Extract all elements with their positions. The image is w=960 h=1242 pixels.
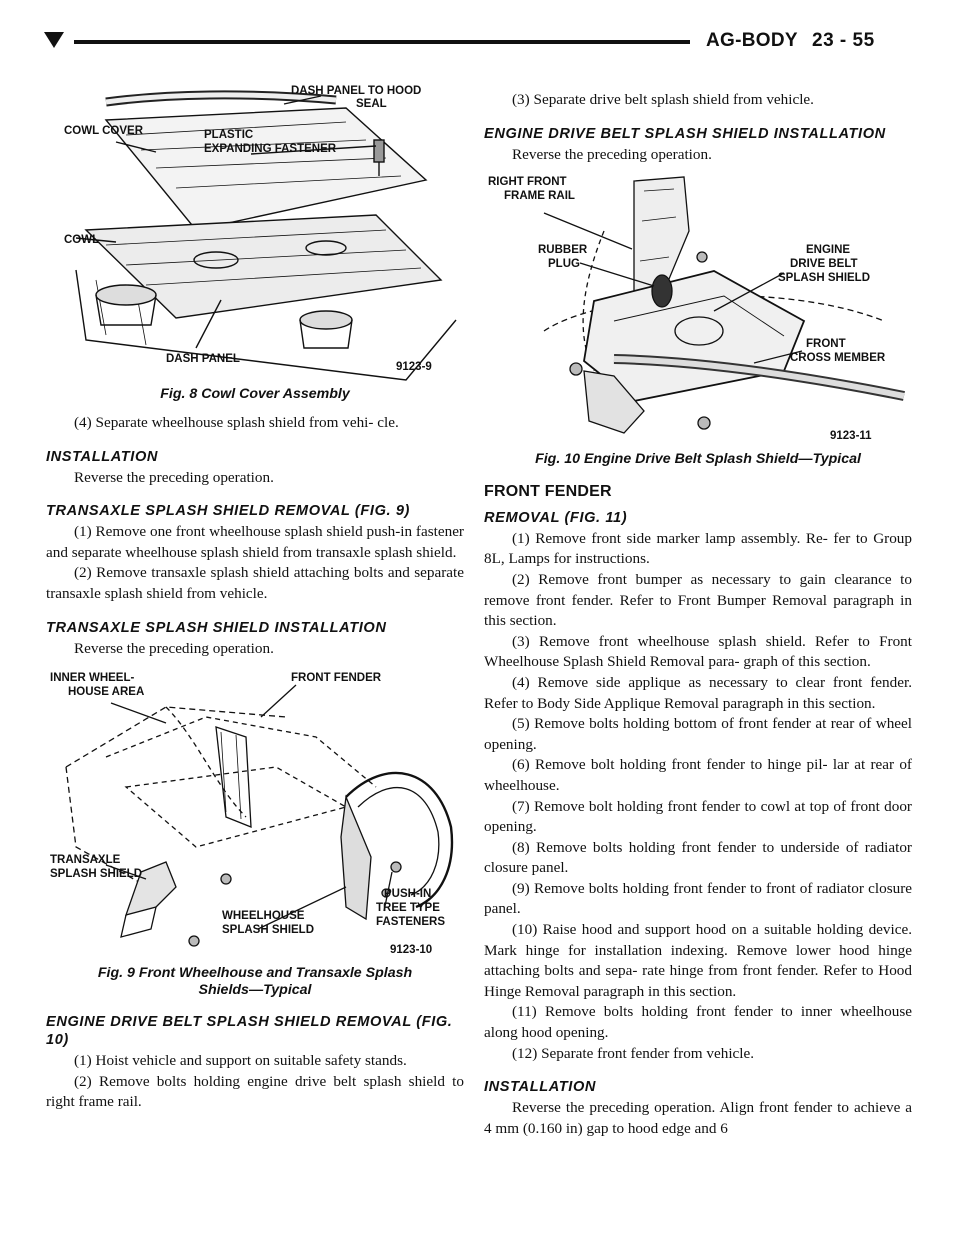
label-cowl-cover: COWL COVER (64, 125, 144, 137)
label-tree-type: TREE TYPE (376, 902, 440, 915)
label-wheelhouse-splash-shield: SPLASH SHIELD (222, 924, 315, 937)
paragraph-step-4: (4) Separate wheelhouse splash shield from vehi- cle. (74, 414, 399, 431)
label-engine: ENGINE (806, 244, 851, 257)
fender-step-5: (5) Remove bolts holding bottom of front fender at rear of wheel opening. (484, 715, 912, 753)
label-right-front: RIGHT FRONT (488, 176, 567, 189)
figure-9-caption (46, 965, 464, 999)
heading-front-fender: FRONT FENDER (484, 483, 612, 501)
figure-code: 9123-11 (830, 430, 872, 443)
label-front: FRONT (806, 338, 846, 351)
fender-step-4: (4) Remove side applique as necessary to clear front fender. Refer to Body Side Applique Removal paragraph in this section. (484, 673, 912, 712)
figure-10-caption: Fig. 10 Engine Drive Belt Splash Shield—Typical (535, 451, 861, 468)
paragraph-step-1: (1) Remove one front wheelhouse splash shield push-in fastener and separate wheelhouse splash shield from transaxle splash shield. (46, 523, 464, 561)
figure-9-caption-line-2: Shields—Typical (198, 982, 312, 999)
label-push-in: PUSH-IN (384, 888, 432, 901)
label-plastic: PLASTIC (204, 129, 254, 141)
label-fasteners: FASTENERS (376, 916, 446, 929)
left-column (46, 80, 464, 1113)
header-title: AG-BODY (706, 30, 798, 51)
paragraph-step-3: (3) Separate drive belt splash shield from vehicle. (512, 91, 814, 108)
fender-step-9: (9) Remove bolts holding front fender to front of radiator closure panel. (484, 879, 912, 918)
paragraph-reverse: Reverse the preceding operation. (74, 639, 274, 657)
fender-step-2: (2) Remove front bumper as necessary to gain clearance to remove front fender. Refer to Front Bumper Removal paragraph in this section. (484, 570, 912, 630)
heading-removal-fig-11: REMOVAL (FIG. 11) (484, 509, 628, 526)
drive-belt-shield-illustration (484, 171, 912, 447)
label-expanding-fastener: EXPANDING FASTENER (204, 143, 337, 155)
paragraph-step-1: (1) Hoist vehicle and support on suitable safety stands. (74, 1052, 407, 1070)
paragraph-step-2: (2) Remove bolts holding engine drive belt splash shield to right frame rail. (46, 1072, 464, 1111)
label-wheelhouse: WHEELHOUSE (222, 910, 305, 923)
label-cowl: COWL (64, 234, 100, 246)
figure-9-caption-line-1: Fig. 9 Front Wheelhouse and Transaxle Splash (97, 965, 413, 982)
heading-transaxle-removal: TRANSAXLE SPLASH SHIELD REMOVAL (FIG. 9) (46, 503, 411, 520)
header-triangle-icon (44, 32, 64, 48)
figure-10 (484, 171, 912, 447)
heading-belt-shield-installation: ENGINE DRIVE BELT SPLASH SHIELD INSTALLATION (484, 125, 886, 142)
label-dash-panel-seal: DASH PANEL TO HOOD (291, 85, 422, 97)
fender-step-1: (1) Remove front side marker lamp assembly. Re- fer to Group 8L, Lamps for instructions. (484, 529, 912, 568)
page-number: 23 - 55 (812, 30, 875, 51)
cowl-cover-illustration (46, 80, 464, 382)
paragraph-reverse: Reverse the preceding operation. (512, 145, 712, 163)
paragraph-reverse: Reverse the preceding operation. (74, 468, 274, 486)
label-seal: SEAL (356, 98, 387, 110)
header-rule (74, 40, 690, 44)
heading-transaxle-installation: TRANSAXLE SPLASH SHIELD INSTALLATION (46, 619, 387, 636)
right-column (484, 90, 912, 1139)
paragraph-final: Reverse the preceding operation. Align front fender to achieve a 4 mm (0.160 in) gap to hood edge and 6 (484, 1099, 912, 1137)
figure-9 (46, 667, 464, 961)
label-plug: PLUG (548, 258, 580, 271)
label-inner-wheelhouse: INNER WHEEL- (50, 672, 135, 685)
heading-installation: INSTALLATION (46, 448, 159, 465)
label-drive-belt: DRIVE BELT (790, 258, 858, 271)
wheelhouse-illustration (46, 667, 464, 961)
heading-installation: INSTALLATION (484, 1079, 597, 1096)
figure-8 (46, 80, 464, 382)
label-dash-panel: DASH PANEL (166, 353, 240, 365)
label-transaxle-splash-shield: SPLASH SHIELD (50, 868, 143, 881)
fender-step-8: (8) Remove bolts holding front fender to underside of radiator closure panel. (484, 838, 912, 877)
paragraph-step-2: (2) Remove transaxle splash shield attaching bolts and separate transaxle splash shield from vehicle. (46, 564, 464, 602)
figure-code: 9123-9 (396, 361, 432, 373)
fender-step-12: (12) Separate front fender from vehicle. (512, 1044, 755, 1062)
label-house-area: HOUSE AREA (68, 686, 145, 699)
label-frame-rail: FRAME RAIL (504, 190, 575, 203)
label-rubber: RUBBER (538, 244, 588, 257)
fender-step-10: (10) Raise hood and support hood on a suitable holding device. Mark hinge for installation indexing. Remove lower hood hinge attaching bolts and sepa- rate hinge from front fender. Refer to Hood Hinge Removal paragraph in this section. (484, 921, 912, 1000)
fender-step-3: (3) Remove front wheelhouse splash shield. Refer to Front Wheelhouse Splash Shield Removal para- graph of this section. (484, 632, 912, 671)
figure-code: 9123-10 (390, 944, 433, 957)
heading-belt-shield-removal: ENGINE DRIVE BELT SPLASH SHIELD REMOVAL (FIG. 10) (46, 1014, 453, 1049)
label-transaxle: TRANSAXLE (50, 854, 121, 867)
label-front-fender: FRONT FENDER (291, 672, 382, 685)
figure-8-caption: Fig. 8 Cowl Cover Assembly (160, 386, 350, 402)
label-splash-shield: SPLASH SHIELD (778, 272, 871, 285)
fender-step-11: (11) Remove bolts holding front fender to inner wheelhouse along hood opening. (484, 1003, 912, 1042)
label-cross-member: CROSS MEMBER (790, 352, 886, 365)
fender-step-6: (6) Remove bolt holding front fender to hinge pil- lar at rear of wheelhouse. (484, 756, 912, 794)
fender-step-7: (7) Remove bolt holding front fender to cowl at top of front door opening. (484, 797, 912, 836)
